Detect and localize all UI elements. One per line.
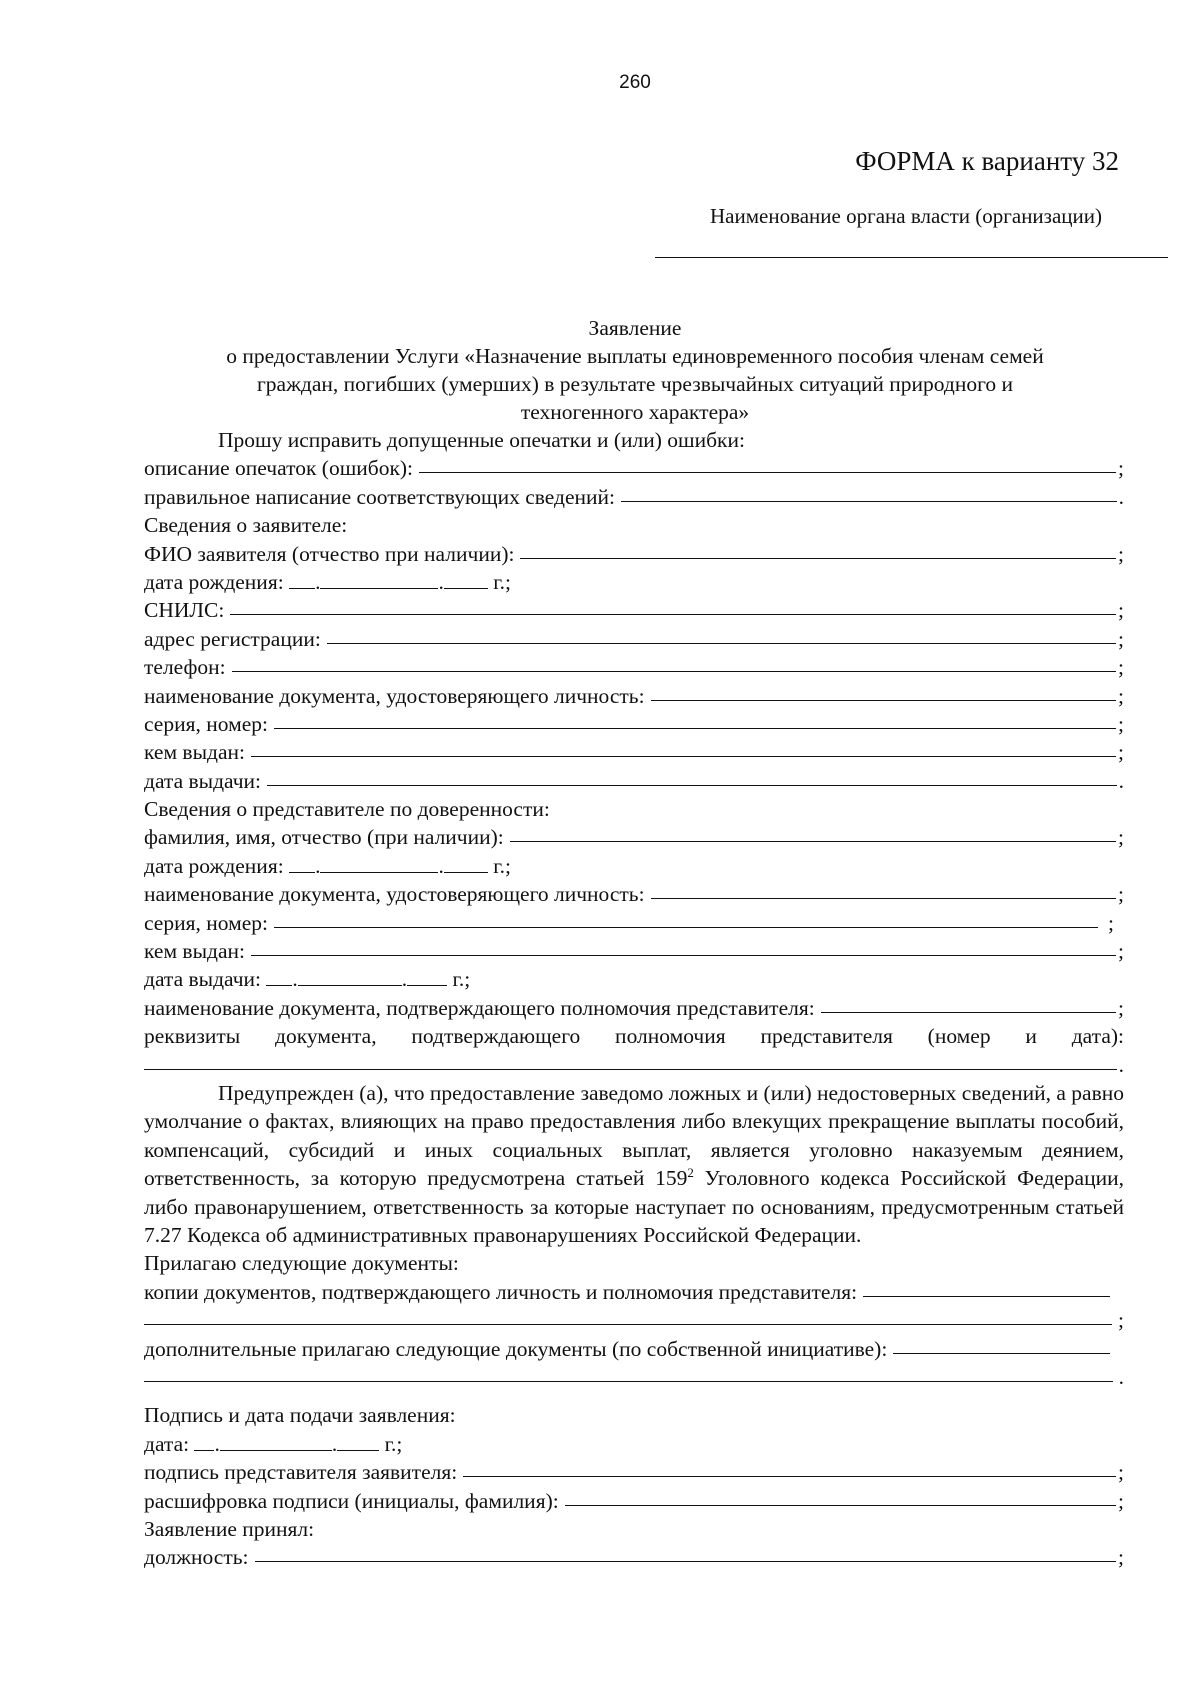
- rep-requisites-row: [144, 1051, 1124, 1079]
- applicant-series-field[interactable]: [274, 710, 1116, 729]
- intro-line: [144, 426, 1124, 454]
- signature-heading-text: Подпись и дата подачи заявления:: [144, 1403, 456, 1428]
- attachments-copies-row: [144, 1278, 1124, 1306]
- rep-fio-row: [144, 823, 1124, 851]
- attachments-additional-row: [144, 1335, 1124, 1363]
- applicant-series-row: [144, 710, 1124, 738]
- punct: .: [1118, 1364, 1124, 1389]
- applicant-heading: [144, 511, 1124, 539]
- title-line-4: техногенного характера»: [520, 400, 750, 424]
- signature-date-row: [144, 1430, 1124, 1458]
- punct: ;: [1118, 711, 1124, 736]
- applicant-phone-label: телефон:: [144, 655, 226, 680]
- applicant-docname-label: наименование документа, удостоверяющего личность:: [144, 683, 645, 708]
- rep-docname-row: [144, 880, 1124, 908]
- punct: .: [214, 1431, 220, 1456]
- rep-issuedate-row: [144, 965, 1124, 993]
- rep-fio-label: фамилия, имя, отчество (при наличии):: [144, 825, 504, 850]
- applicant-phone-field[interactable]: [232, 653, 1116, 672]
- applicant-address-label: адрес регистрации:: [144, 626, 321, 651]
- applicant-issuedby-field[interactable]: [251, 738, 1116, 757]
- applicant-birth-month-field[interactable]: [320, 570, 438, 589]
- signature-sign-field[interactable]: [463, 1458, 1116, 1477]
- applicant-birth-label: дата рождения:: [144, 569, 284, 594]
- rep-issuedate-day-field[interactable]: [266, 967, 292, 986]
- punct: ;: [1118, 1545, 1124, 1570]
- punct: ;: [1118, 655, 1124, 680]
- rep-requisites-field[interactable]: [144, 1051, 1117, 1070]
- rep-series-field[interactable]: [274, 909, 1098, 928]
- rep-issuedate-year-field[interactable]: [407, 967, 447, 986]
- signature-decoding-row: [144, 1487, 1124, 1515]
- title-line-2: о предоставлении Услуги «Назначение выплаты единовременного пособия членам семей: [226, 344, 1044, 368]
- signature-date-year-field[interactable]: [337, 1432, 379, 1451]
- warning-sup: 2: [687, 1165, 694, 1181]
- rep-issuedate-month-field[interactable]: [298, 967, 402, 986]
- authority-label: Наименование органа власти (организации): [710, 204, 1102, 228]
- punct: .: [1118, 1052, 1124, 1077]
- signature-decoding-label: расшифровка подписи (инициалы, фамилия):: [144, 1488, 559, 1513]
- applicant-fio-label: ФИО заявителя (отчество при наличии):: [144, 541, 515, 566]
- punct: ;: [1118, 456, 1124, 481]
- punct: .: [401, 967, 408, 992]
- punct: г.;: [493, 853, 511, 878]
- punct: г.;: [493, 569, 511, 594]
- punct: ;: [1118, 939, 1124, 964]
- errors-description-field[interactable]: [419, 454, 1116, 473]
- applicant-series-label: серия, номер:: [144, 711, 268, 736]
- applicant-address-row: [144, 625, 1124, 653]
- punct: ;: [1118, 995, 1124, 1020]
- punct: .: [438, 569, 444, 594]
- punct: ;: [1118, 825, 1124, 850]
- applicant-docname-field[interactable]: [651, 682, 1116, 701]
- warning-text-before: Предупрежден (а), что предоставление заведомо ложных и (или) недостоверных сведений, а равно умолчание о фактах, влияющих на право предоставления либо влекущих прекращение выплаты пособий, компенсаций, субсидий и иных социальных выплат, является уголовно наказуемым деянием, ответственность, за которую предусмотрена статьей 159: [144, 1080, 1124, 1191]
- form-label: ФОРМА к варианту 32: [855, 146, 1119, 176]
- signature-heading: [144, 1401, 1124, 1429]
- punct: .: [1118, 484, 1124, 509]
- attachments-copies-field[interactable]: [863, 1278, 1110, 1297]
- rep-docname-label: наименование документа, удостоверяющего личность:: [144, 882, 645, 907]
- errors-correct-label: правильное написание соответствующих сведений:: [144, 484, 616, 509]
- punct: ;: [1108, 910, 1114, 935]
- applicant-snils-field[interactable]: [230, 596, 1116, 615]
- attachments-heading-text: Прилагаю следующие документы:: [144, 1251, 459, 1276]
- title-line-3: граждан, погибших (умерших) в результате чрезвычайных ситуаций природного и: [256, 372, 1014, 396]
- signature-date-day-field[interactable]: [194, 1432, 214, 1451]
- punct: ;: [1118, 1308, 1124, 1333]
- punct: ;: [1118, 598, 1124, 623]
- rep-birth-row: [144, 852, 1124, 880]
- rep-authoritydoc-label: наименование документа, подтверждающего полномочия представителя:: [144, 995, 815, 1020]
- errors-correct-row: [144, 483, 1124, 511]
- applicant-snils-row: [144, 596, 1124, 624]
- rep-birth-year-field[interactable]: [444, 854, 488, 873]
- applicant-birth-row: [144, 568, 1124, 596]
- rep-fio-field[interactable]: [510, 823, 1116, 842]
- position-row: [144, 1543, 1124, 1571]
- rep-authoritydoc-field[interactable]: [821, 994, 1116, 1013]
- applicant-snils-label: СНИЛС:: [144, 598, 225, 623]
- warning-text-after: Уголовного кодекса Российской Федерации, либо правонарушением, ответственность за которые наступает по основаниям, предусмотренным статьей 7.27 Кодекса об административных правонарушениях Российской Федерации.: [144, 1166, 1124, 1248]
- punct: ;: [1118, 740, 1124, 765]
- attachments-copies-label: копии документов, подтверждающего личность и полномочия представителя:: [144, 1279, 858, 1304]
- accepted-heading: [144, 1515, 1124, 1543]
- rep-requisites-label: реквизиты документа, подтверждающего полномочия представителя (номер и дата):: [144, 1024, 1124, 1049]
- rep-authoritydoc-row: [144, 994, 1124, 1022]
- applicant-issuedby-label: кем выдан:: [144, 740, 245, 765]
- punct: ;: [1118, 541, 1124, 566]
- intro-text: Прошу исправить допущенные опечатки и (или) ошибки:: [218, 428, 745, 452]
- position-label: должность:: [144, 1545, 249, 1570]
- representative-heading: [144, 795, 1124, 823]
- title-line-1: Заявление: [588, 316, 682, 340]
- warning-paragraph: [144, 1079, 1124, 1249]
- attachments-additional-field[interactable]: [893, 1335, 1110, 1354]
- punct: .: [1118, 768, 1124, 793]
- applicant-birth-day-field[interactable]: [289, 570, 315, 589]
- rep-birth-label: дата рождения:: [144, 853, 284, 878]
- rep-issuedby-label: кем выдан:: [144, 939, 245, 964]
- signature-sign-label: подпись представителя заявителя:: [144, 1460, 458, 1485]
- signature-sign-row: [144, 1458, 1124, 1486]
- punct: .: [292, 967, 298, 992]
- errors-description-row: [144, 454, 1124, 482]
- accepted-heading-text: Заявление принял:: [144, 1516, 315, 1541]
- punct: г.;: [384, 1431, 403, 1456]
- attachments-additional-cont-row: [144, 1363, 1124, 1391]
- rep-birth-day-field[interactable]: [289, 854, 315, 873]
- punct: .: [438, 853, 444, 878]
- title-block: [140, 314, 1130, 426]
- applicant-phone-row: [144, 653, 1124, 681]
- punct: г.;: [452, 967, 471, 992]
- position-field[interactable]: [255, 1543, 1117, 1562]
- punct: ;: [1118, 626, 1124, 651]
- signature-decoding-field[interactable]: [565, 1487, 1116, 1506]
- applicant-issuedate-field[interactable]: [267, 767, 1117, 786]
- applicant-issuedby-row: [144, 738, 1124, 766]
- punct: .: [331, 1431, 338, 1456]
- applicant-heading-text: Сведения о заявителе:: [144, 513, 348, 538]
- punct: .: [315, 853, 321, 878]
- rep-series-label: серия, номер:: [144, 910, 268, 935]
- punct: ;: [1118, 882, 1124, 907]
- attachments-copies-cont-row: [144, 1306, 1124, 1334]
- applicant-address-field[interactable]: [327, 625, 1116, 644]
- applicant-birth-year-field[interactable]: [444, 570, 488, 589]
- punct: ;: [1118, 1460, 1124, 1485]
- attachments-heading: [144, 1249, 1124, 1277]
- attachments-additional-label: дополнительные прилагаю следующие документы (по собственной инициативе):: [144, 1336, 888, 1361]
- attachments-copies-cont-field[interactable]: [144, 1306, 1112, 1325]
- page-number: 260: [619, 72, 651, 93]
- punct: ;: [1118, 683, 1124, 708]
- punct: .: [315, 569, 321, 594]
- attachments-additional-cont-field[interactable]: [144, 1363, 1113, 1382]
- applicant-fio-field[interactable]: [520, 540, 1116, 559]
- authority-line[interactable]: [655, 257, 1168, 258]
- punct: ;: [1118, 1488, 1124, 1513]
- applicant-fio-row: [144, 540, 1124, 568]
- rep-birth-month-field[interactable]: [320, 854, 438, 873]
- rep-issuedby-row: [144, 937, 1124, 965]
- representative-heading-text: Сведения о представителе по доверенности:: [144, 797, 550, 822]
- applicant-docname-row: [144, 682, 1124, 710]
- rep-issuedby-field[interactable]: [251, 937, 1116, 956]
- signature-date-month-field[interactable]: [220, 1432, 332, 1451]
- signature-date-label: дата:: [144, 1431, 190, 1456]
- form-body: [144, 426, 1124, 1572]
- applicant-issuedate-label: дата выдачи:: [144, 768, 262, 793]
- errors-correct-field[interactable]: [621, 483, 1117, 502]
- rep-issuedate-label: дата выдачи:: [144, 967, 262, 992]
- errors-description-label: описание опечаток (ошибок):: [144, 456, 414, 481]
- rep-series-row: [144, 909, 1124, 937]
- rep-docname-field[interactable]: [651, 880, 1116, 899]
- applicant-issuedate-row: [144, 767, 1124, 795]
